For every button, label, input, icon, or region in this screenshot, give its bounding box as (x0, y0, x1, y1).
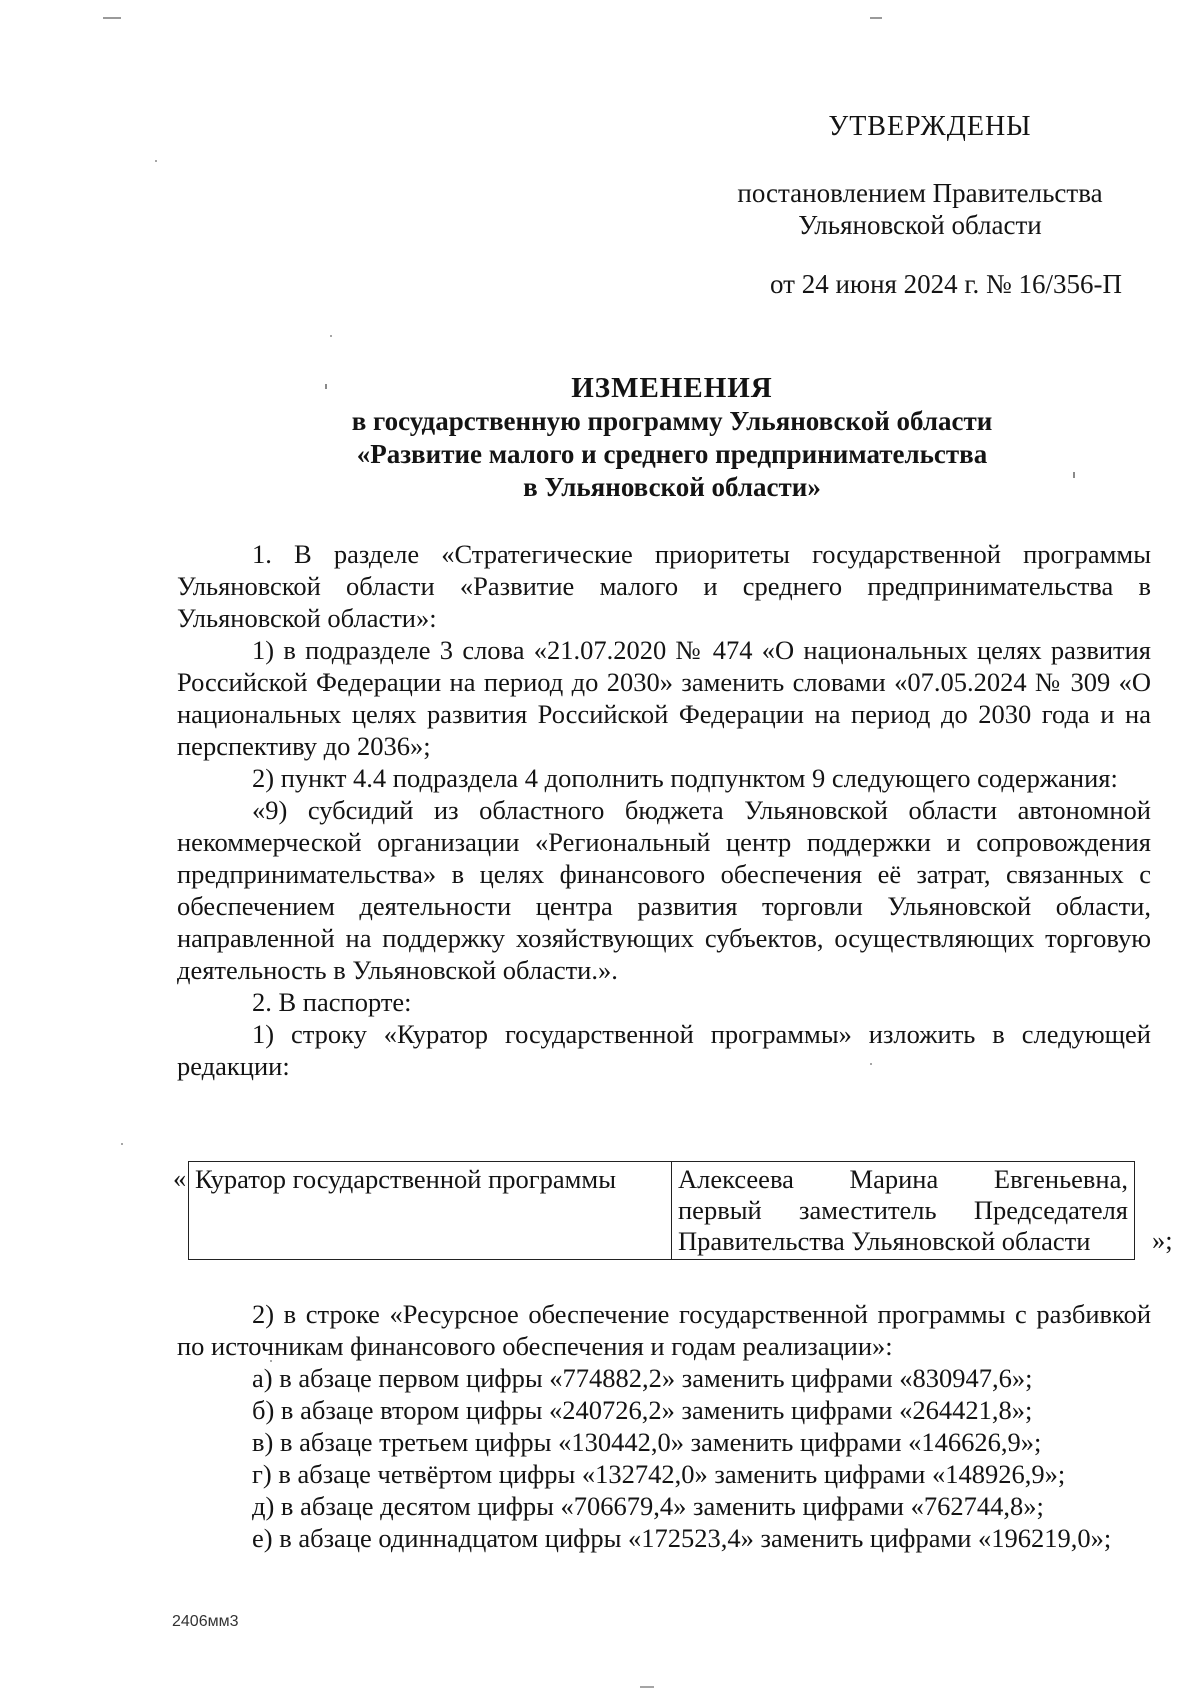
paragraph-2-1: 1) строку «Куратор государственной программы» изложить в следующей редакции: (177, 1019, 1151, 1081)
list-item: а) в абзаце первом цифры «774882,2» заменить цифрами «830947,6»; (252, 1363, 1033, 1393)
heading-line1: в государственную программу Ульяновской области (351, 406, 993, 436)
paragraph-1-1: 1) в подразделе 3 слова «21.07.2020 № 474 «О национальных целях развития Российской Федерации на период до 2030» заменить словами «07.05.2024 № 309 «О национальных целях развития Российской Федерации на период до 2030 года и на перспективу до 2036»; (177, 635, 1151, 761)
paragraph-1-2-quote: «9) субсидий из областного бюджета Ульяновской области автономной некоммерческой организации «Региональный центр поддержки и сопровождения предпринимательства» в целях финансового обеспечения её затрат, связанных с обеспечением деятельности центра развития торговли Ульяновской области, направленной на поддержку хозяйствующих субъектов, осуществляющих торговую деятельность в Ульяновской области.». (177, 795, 1151, 985)
curator-value-line2: первый заместитель Председателя (678, 1195, 1128, 1225)
table-open-quote: « (173, 1163, 187, 1193)
list-item: е) в абзаце одиннадцатом цифры «172523,4» заменить цифрами «196219,0»; (252, 1523, 1112, 1553)
document-heading (172, 372, 1172, 504)
approval-date-text: от 24 июня 2024 г. № 16/356-П (770, 269, 1122, 299)
scan-speck (103, 17, 121, 19)
body-section-1 (177, 538, 1151, 1082)
paragraph-2: 2. В паспорте: (252, 987, 412, 1017)
heading-title: ИЗМЕНЕНИЯ (571, 372, 773, 404)
approval-by (690, 177, 1150, 241)
list-item: д) в абзаце десятом цифры «706679,4» заменить цифрами «762744,8»; (252, 1491, 1044, 1521)
approval-title (800, 111, 1060, 143)
list-item: г) в абзаце четвёртом цифры «132742,0» заменить цифрами «148926,9»; (252, 1459, 1066, 1489)
body-section-2 (177, 1298, 1151, 1554)
approval-date (770, 268, 1150, 300)
curator-label-cell (189, 1162, 672, 1260)
approval-by-line1: постановлением Правительства (737, 178, 1103, 208)
scan-speck (121, 1143, 123, 1145)
list-item: б) в абзаце втором цифры «240726,2» заменить цифрами «264421,8»; (252, 1395, 1033, 1425)
paragraph-2-2: 2) в строке «Ресурсное обеспечение государственной программы с разбивкой по источникам финансового обеспечения и годам реализации»: (177, 1299, 1151, 1361)
list-item: в) в абзаце третьем цифры «130442,0» заменить цифрами «146626,9»; (252, 1427, 1042, 1457)
scan-speck (155, 160, 157, 162)
curator-table (188, 1161, 1135, 1260)
scan-speck (870, 17, 882, 19)
paragraph-1-2: 2) пункт 4.4 подраздела 4 дополнить подпунктом 9 следующего содержания: (252, 763, 1118, 793)
approval-by-line2: Ульяновской области (798, 210, 1042, 240)
heading-line2: «Развитие малого и среднего предпринимательства (356, 439, 988, 469)
approval-title-text: УТВЕРЖДЕНЫ (828, 111, 1032, 142)
table-close-quote: »; (1152, 1225, 1173, 1255)
paragraph-1: 1. В разделе «Стратегические приоритеты государственной программы Ульяновской области «Развитие малого и среднего предпринимательства в Ульяновской области»: (177, 539, 1151, 633)
curator-label: Куратор государственной программы (195, 1164, 617, 1194)
document-code: 2406мм3 (172, 1613, 239, 1630)
scan-speck (640, 1686, 654, 1688)
curator-value-line1: Алексеева Марина Евгеньевна, (678, 1164, 1128, 1194)
heading-line3: в Ульяновской области» (523, 472, 821, 502)
curator-value-line3: Правительства Ульяновской области (678, 1226, 1091, 1256)
table-row (189, 1162, 1135, 1260)
scan-speck (330, 335, 332, 337)
curator-value-cell (672, 1162, 1135, 1260)
